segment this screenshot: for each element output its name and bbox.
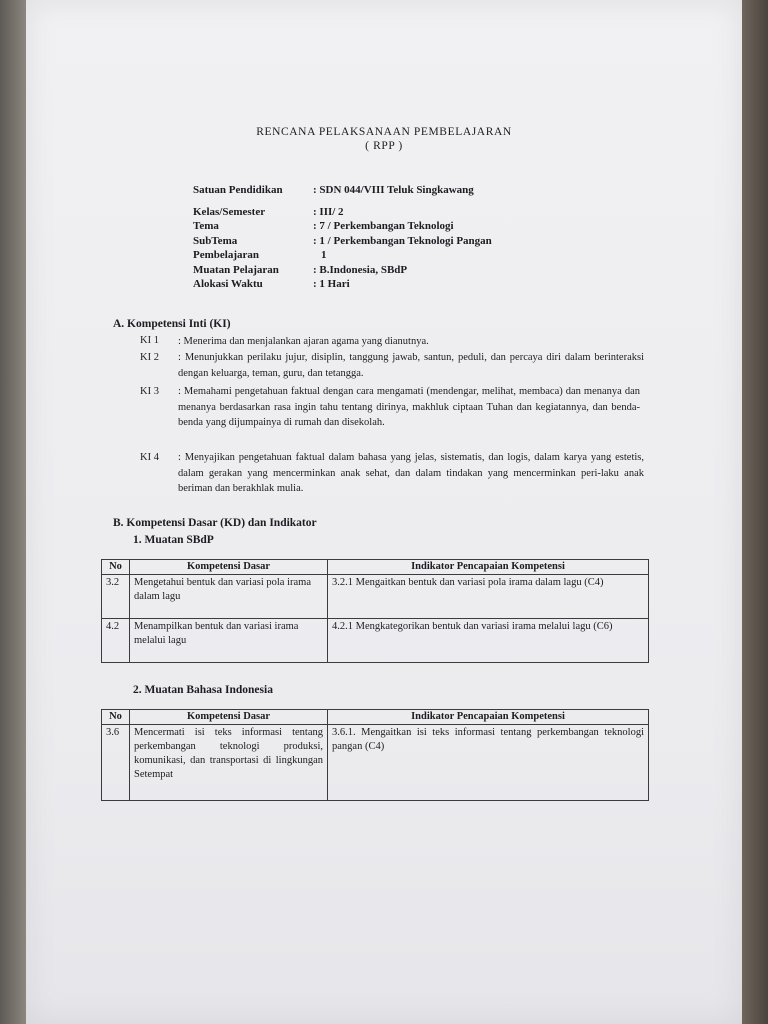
section-b-heading: B. Kompetensi Dasar (KD) dan Indikator	[113, 517, 317, 529]
identity-label: Muatan Pelajaran	[193, 264, 279, 276]
cell-kd: Mengetahui bentuk dan variasi pola irama dalam lagu	[130, 575, 328, 619]
kd-table-bahasa-indonesia	[101, 709, 649, 801]
header-kd: Kompetensi Dasar	[130, 710, 328, 725]
ki-code: KI 4	[140, 452, 159, 463]
identity-value: : III/ 2	[313, 206, 344, 218]
background-right	[742, 0, 768, 1024]
kd-table-sbdp	[101, 559, 649, 663]
identity-value: : SDN 044/VIII Teluk Singkawang	[313, 184, 474, 196]
table-row	[102, 575, 649, 619]
table-row	[102, 619, 649, 663]
identity-row-subtema	[193, 234, 492, 248]
header-no: No	[102, 710, 130, 725]
identity-label: Satuan Pendidikan	[193, 184, 283, 196]
cell-kd: Menampilkan bentuk dan variasi irama melalui lagu	[130, 619, 328, 663]
header-indikator: Indikator Pencapaian Kompetensi	[328, 710, 649, 725]
document-subtitle: ( RPP )	[365, 140, 403, 152]
ki-code: KI 1	[140, 335, 159, 346]
identity-value: : B.Indonesia, SBdP	[313, 264, 408, 276]
identity-value: : 7 / Perkembangan Teknologi	[313, 220, 454, 232]
identity-value: : 1 / Perkembangan Teknologi Pangan	[313, 235, 492, 247]
table-header-row	[102, 560, 649, 575]
cell-no: 4.2	[102, 619, 130, 663]
cell-indikator: 3.2.1 Mengaitkan bentuk dan variasi pola irama dalam lagu (C4)	[328, 575, 649, 619]
header-indikator: Indikator Pencapaian Kompetensi	[328, 560, 649, 575]
identity-value: 1	[321, 249, 327, 261]
header-no: No	[102, 560, 130, 575]
identity-label: SubTema	[193, 235, 238, 247]
identity-row-alokasi	[193, 277, 350, 291]
cell-kd: Mencermati isi teks informasi tentang perkembangan teknologi produksi, komunikasi, dan transportasi di lingkungan Setempat	[130, 725, 328, 801]
cell-no: 3.2	[102, 575, 130, 619]
ki-text: : Memahami pengetahuan faktual dengan cara mengamati (mendengar, melihat, membaca) dan menanya dan menanya berdasarkan rasa ingin tahu tentang dirinya, makhluk ciptaan Tuhan dan kegiatannya, dan benda-benda yang dijumpainya di rumah dan disekolah.	[178, 386, 640, 428]
identity-label: Pembelajaran	[193, 249, 259, 261]
cell-indikator: 4.2.1 Mengkategorikan bentuk dan variasi irama melalui lagu (C6)	[328, 619, 649, 663]
section-a-heading: A. Kompetensi Inti (KI)	[113, 318, 231, 330]
header-kd: Kompetensi Dasar	[130, 560, 328, 575]
ki-text: : Menyajikan pengetahuan faktual dalam bahasa yang jelas, sistematis, dan logis, dalam karya yang estetis, dalam gerakan yang mencerminkan anak sehat, dan dalam tindakan yang mencerminkan peri-laku anak beriman dan berakhlak mulia.	[178, 452, 644, 494]
subsection-sbdp-heading: 1. Muatan SBdP	[133, 534, 214, 546]
identity-row-tema	[193, 219, 454, 233]
identity-label: Alokasi Waktu	[193, 278, 263, 290]
identity-row-kelas	[193, 205, 344, 219]
identity-label: Kelas/Semester	[193, 206, 266, 218]
ki-code: KI 3	[140, 386, 159, 397]
identity-value: : 1 Hari	[313, 278, 350, 290]
table-header-row	[102, 710, 649, 725]
document-title: RENCANA PELAKSANAAN PEMBELAJARAN	[256, 126, 512, 138]
identity-label: Tema	[193, 220, 219, 232]
ki-text: : Menerima dan menjalankan ajaran agama yang dianutnya.	[178, 336, 429, 347]
ki-code: KI 2	[140, 352, 159, 363]
ki-text: : Menunjukkan perilaku jujur, disiplin, tanggung jawab, santun, peduli, dan percaya diri dalam berinteraksi dengan keluarga, teman, guru, dan tetangga.	[178, 352, 644, 379]
identity-row-pembelajaran	[193, 248, 327, 262]
cell-no: 3.6	[102, 725, 130, 801]
cell-indikator: 3.6.1. Mengaitkan isi teks informasi tentang perkembangan teknologi pangan (C4)	[328, 725, 649, 801]
background-left	[0, 0, 26, 1024]
table-row	[102, 725, 649, 801]
identity-row-muatan	[193, 263, 407, 277]
subsection-bindo-heading: 2. Muatan Bahasa Indonesia	[133, 684, 273, 696]
identity-row-satuan	[193, 183, 474, 197]
paper-sheet	[26, 0, 742, 1024]
